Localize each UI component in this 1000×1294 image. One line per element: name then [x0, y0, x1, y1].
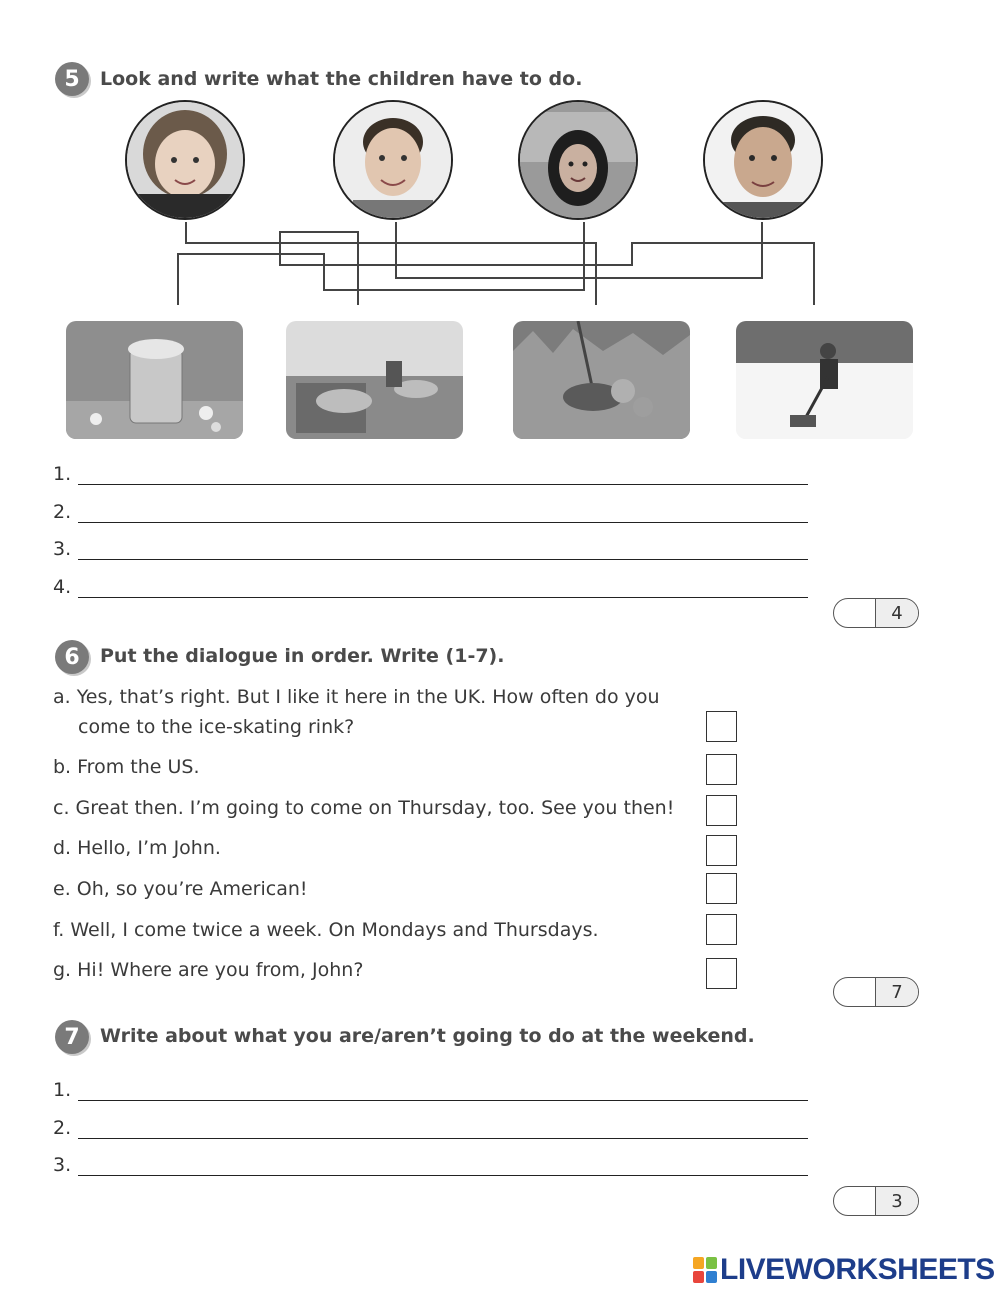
section-6-number: 6	[55, 640, 89, 674]
section-5-title: Look and write what the children have to do.	[100, 68, 583, 90]
score-total-6: 7	[876, 978, 918, 1006]
section-6-title: Put the dialogue in order. Write (1-7).	[100, 645, 505, 667]
liveworksheets-logo[interactable]	[693, 1253, 995, 1287]
answer-line-7-1[interactable]: 1.	[53, 1079, 77, 1101]
section-5-number: 5	[55, 62, 89, 96]
score-total-5: 4	[876, 599, 918, 627]
logo-mark-icon	[693, 1257, 717, 1283]
chore-photo-table-setting	[286, 321, 463, 439]
score-box-7[interactable]	[833, 1186, 919, 1216]
answer-line-5-1[interactable]: 1.	[53, 463, 77, 485]
order-box-g[interactable]	[706, 958, 737, 989]
matching-lines	[0, 0, 1000, 320]
chore-photo-raking-leaves	[513, 321, 690, 439]
chore-photo-rubbish-bin	[66, 321, 243, 439]
order-box-a[interactable]	[706, 711, 737, 742]
score-box-6[interactable]	[833, 977, 919, 1007]
answer-line-7-2[interactable]: 2.	[53, 1117, 77, 1139]
dialogue-item-b: b. From the US.	[53, 756, 200, 778]
score-total-7: 3	[876, 1187, 918, 1215]
dialogue-item-e: e. Oh, so you’re American!	[53, 878, 308, 900]
order-box-f[interactable]	[706, 914, 737, 945]
answer-line-7-3[interactable]: 3.	[53, 1154, 77, 1176]
order-box-d[interactable]	[706, 835, 737, 866]
order-box-c[interactable]	[706, 795, 737, 826]
dialogue-item-a: a. Yes, that’s right. But I like it here in the UK. How often do you come to the ice-skating rink?	[53, 686, 660, 738]
section-7-title: Write about what you are/aren’t going to do at the weekend.	[100, 1025, 755, 1047]
dialogue-item-f: f. Well, I come twice a week. On Mondays and Thursdays.	[53, 919, 599, 941]
order-box-e[interactable]	[706, 873, 737, 904]
score-box-5[interactable]	[833, 598, 919, 628]
answer-line-5-4[interactable]: 4.	[53, 576, 77, 598]
order-box-b[interactable]	[706, 754, 737, 785]
dialogue-item-c: c. Great then. I’m going to come on Thursday, too. See you then!	[53, 797, 675, 819]
section-7-number: 7	[55, 1020, 89, 1054]
dialogue-item-g: g. Hi! Where are you from, John?	[53, 959, 364, 981]
chore-photo-shovelling-snow	[736, 321, 913, 439]
dialogue-item-d: d. Hello, I’m John.	[53, 837, 221, 859]
logo-text: LIVEWORKSHEETS	[720, 1253, 995, 1286]
answer-line-5-2[interactable]: 2.	[53, 501, 77, 523]
answer-line-5-3[interactable]: 3.	[53, 538, 77, 560]
